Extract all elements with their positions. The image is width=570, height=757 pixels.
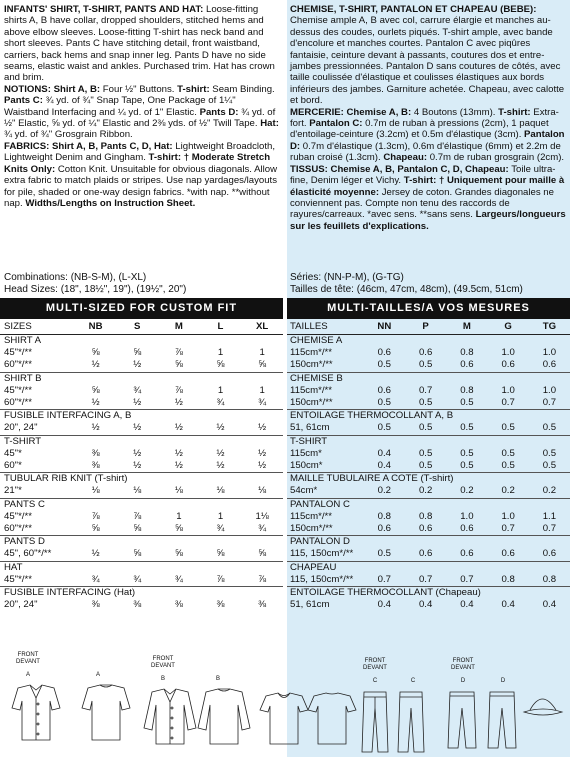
yardage-cell: 1.0 [542,347,557,359]
table-row [0,574,283,587]
yardage-cell: ⅞ [216,573,225,585]
column-header: NB [75,320,117,335]
yardage-cell: 0.2 [501,485,515,497]
shirt-a-front-drawing [12,685,60,740]
yardage-cell: ⅛ [91,485,100,497]
pants-d-back-drawing [488,692,516,748]
yardage-cell: ¾ [133,384,142,396]
table-group-row [0,536,283,549]
table-row [0,485,283,498]
yardage-cell: 0.5 [460,422,474,434]
yardage-cell: 0.4 [542,599,557,611]
french-column [287,0,570,757]
table-group-row [0,372,283,385]
yardage-cell: 0.4 [501,599,515,611]
yardage-cell: ½ [91,397,100,409]
table-row [287,523,570,536]
yardage-cell: 0.6 [377,384,392,396]
yardage-cell: 0.7 [501,397,515,409]
column-header: NN [364,320,405,335]
yardage-cell: ⅞ [91,510,100,522]
hat-drawing [524,699,562,715]
garment-name: SHIRT A [0,335,283,348]
table-group-row [0,335,283,348]
head-sizes-line: Head Sizes: (18", 18½", 19"), (19½", 20") [4,284,187,295]
pants-c-back-drawing [398,692,424,752]
view-letter: B [160,676,165,682]
description-paragraph: CHEMISE, T-SHIRT, PANTALON ET CHAPEAU (BEBE): Chemise ample A, B avec col, carrure élargie et manches au-dessus des coudes, ourlets piqués. T-shirt ample, avec bande d'encolure et manches courtes. Pantalon C avec piqûres fantaisie, ceinture devant à passants, coutures dos et entre-jambes pressionnées. Pantalon D sans coutures de côtés, avec taille coulissée d'élastique et coulisses élastiques aux bords inférieurs des jambes. Garniture achetée. Chapeau, avec calotte et bord. [290,4,565,107]
yardage-cell: ¾ [133,573,142,585]
yardage-cell: 0.6 [418,523,433,535]
yardage-cell: ½ [133,359,142,371]
yardage-cell: 0.5 [418,359,433,371]
section-bar: MULTI-SIZED FOR CUSTOM FIT [0,298,283,319]
yardage-cell: ⅜ [91,460,100,472]
front-label: FRONT DEVANT [451,658,475,671]
fabric-width: 45", 60"*/** [4,548,52,560]
yardage-cell: 1 [217,384,224,396]
fabrics-paragraph: TISSUS: Chemise A, B, Pantalon C, D, Chapeau: Toile ultra-fine, Denim léger et Vichy. T-shirt: † Uniquement pour maille à élasticité moyenne: Jersey de coton. Grandes diagonales ne conviennent pas. Compte non tenu des raccords de rayures/carreaux. *avec sens. **sans sens. Largeurs/longueurs sur les feuillets d'explications. [290,163,566,232]
yardage-cell: 0.5 [542,447,557,459]
yardage-cell: ⅝ [258,548,267,560]
yardage-cell: 0.6 [460,548,474,560]
garment-name: MAILLE TUBULAIRE A COTE (T-shirt) [287,473,570,486]
fabric-width: 115, 150cm*/** [290,573,354,585]
column-header: M [158,320,200,335]
table-row [287,385,570,397]
fabric-width: 45"*/** [4,384,32,396]
garment-name: HAT [0,561,283,574]
yardage-cell: 0.5 [418,460,433,472]
yardage-cell: ⅛ [133,485,142,497]
table-row [287,460,570,473]
yardage-cell: ⅝ [91,384,100,396]
front-label: FRONT DEVANT [151,656,175,669]
combinations-line: Combinations: (NB-S-M), (L-XL) [4,272,147,283]
yardage-cell: ⅜ [174,599,183,611]
fabric-width: 51, 61cm [290,599,330,611]
column-header: P [405,320,446,335]
table-row [287,397,570,410]
fabric-width: 115cm*/** [290,384,332,396]
table-group-row [0,473,283,486]
yardage-cell: 1 [259,347,265,359]
yardage-cell: 0.7 [542,397,557,409]
yardage-cell: ⅝ [133,523,142,535]
table-row [0,523,283,536]
yardage-cell: 0.6 [542,359,557,371]
table-row [0,511,283,523]
yardage-cell: 1 [217,347,224,359]
yardage-cell: ⅞ [258,573,267,585]
yardage-cell: ⅝ [174,548,183,560]
yardage-cell: ½ [216,447,225,459]
yardage-cell: 0.8 [542,573,557,585]
yardage-cell: 0.8 [377,510,392,522]
garment-name: FUSIBLE INTERFACING A, B [0,410,283,423]
table-group-row [0,587,283,600]
yardage-cell: ½ [133,460,142,472]
yardage-cell: 0.5 [501,447,515,459]
garment-name: ENTOILAGE THERMOCOLLANT (Chapeau) [287,587,570,600]
combinations-line: Séries: (NN-P-M), (G-TG) [290,272,404,283]
yardage-cell: ⅛ [174,485,183,497]
garment-illustrations [0,648,570,757]
yardage-cell: 0.6 [418,347,433,359]
yardage-cell: ⅝ [133,347,142,359]
yardage-table [287,320,570,611]
column-header: L [200,320,242,335]
yardage-cell: 0.8 [501,573,515,585]
column-header: G [487,320,528,335]
yardage-cell: 0.7 [542,523,557,535]
yardage-cell: ¾ [216,397,225,409]
fabric-width: 115cm*/** [290,347,332,359]
yardage-cell: ⅝ [174,523,183,535]
yardage-cell: 0.5 [460,447,474,459]
english-description [0,0,283,209]
yardage-cell: ⅜ [258,599,267,611]
yardage-cell: ⅞ [174,347,183,359]
table-row [287,548,570,561]
yardage-cell: ½ [216,422,225,434]
column-header: TAILLES [287,320,364,335]
table-group-row [0,435,283,448]
fabric-width: 115cm* [290,447,322,459]
view-letter: A [95,672,100,678]
table-group-row [287,435,570,448]
garment-name: PANTS D [0,536,283,549]
yardage-cell: 0.2 [377,485,392,497]
yardage-cell: 0.5 [501,460,515,472]
yardage-cell: 0.7 [418,384,433,396]
yardage-cell: ⅛ [216,485,225,497]
table-group-row [287,536,570,549]
fabric-width: 45"*/** [4,573,32,585]
notions-paragraph: NOTIONS: Shirt A, B: Four ½" Buttons. T-shirt: Seam Binding. Pants C: ¾ yd. of ¾" Snap Tape, One Package of 1¼" Waistband Interfacing and ¼ yd. of 1" Elastic. Pants D: ¾ yd. of ½" Elastic, ⅝ yd. of ¼" Elastic and 2⅜ yds. of ½" Twill Tape. Hat: ¾ yd. of ¾" Grosgrain Ribbon. [4,83,279,141]
yardage-cell: 0.5 [501,422,515,434]
yardage-cell: 0.5 [418,422,433,434]
yardage-cell: 0.2 [542,485,557,497]
yardage-cell: 0.7 [418,573,433,585]
fabric-width: 60"* [4,460,22,472]
pants-d-front-drawing [448,692,476,748]
yardage-cell: 0.6 [418,548,433,560]
yardage-cell: ½ [258,447,267,459]
yardage-cell: ¾ [91,573,100,585]
yardage-cell: ⅜ [91,599,100,611]
garment-name: CHAPEAU [287,561,570,574]
view-letter: A [25,672,30,678]
yardage-cell: 1 [176,510,182,522]
table-group-row [287,473,570,486]
size-combinations [0,272,186,296]
table-group-row [0,561,283,574]
front-label: FRONT DEVANT [363,658,387,671]
table-row [0,548,283,561]
yardage-cell: ⅞ [133,510,142,522]
yardage-cell: ⅝ [258,359,267,371]
view-letter: B [215,676,220,682]
garment-name: PANTALON C [287,498,570,511]
yardage-cell: ½ [174,447,183,459]
yardage-cell: 0.6 [460,523,474,535]
garment-name: PANTS C [0,498,283,511]
yardage-cell: 0.5 [377,548,392,560]
table-row [0,397,283,410]
notions-paragraph: MERCERIE: Chemise A, B: 4 Boutons (13mm). T-shirt: Extra-fort. Pantalon C: 0.7m de ruban à pressions (2cm), 1 paquet d'entoilage-ceinture (3.2cm) et 0.5m d'élastique (3cm). Pantalon D: 0.7m d'élastique (1.3cm), 0.6m d'élastique (6mm) et 2.2m de ruban croisé (1.3cm). Chapeau: 0.7m de ruban grosgrain (2cm). [290,106,565,164]
front-label: FRONT DEVANT [16,652,40,665]
fabric-width: 45"*/** [4,347,32,359]
garment-name: T-SHIRT [0,435,283,448]
fabric-width: 150cm* [290,460,323,472]
yardage-cell: 1.0 [460,510,474,522]
yardage-cell: 0.5 [377,397,392,409]
yardage-cell: 1.0 [542,384,557,396]
table-row [287,448,570,460]
yardage-cell: 0.8 [460,347,474,359]
table-header-row [0,320,283,335]
yardage-cell: 0.5 [542,422,557,434]
table-group-row [287,498,570,511]
yardage-cell: 0.8 [418,510,433,522]
shirt-b-front-drawing [144,689,196,744]
garment-drawings-svg [0,648,570,757]
yardage-cell: ½ [133,397,142,409]
fabric-width: 60"*/** [4,523,32,535]
yardage-cell: ¾ [216,523,225,535]
yardage-cell: ½ [174,460,183,472]
fabrics-paragraph: FABRICS: Shirt A, B, Pants C, D, Hat: Lightweight Broadcloth, Lightweight Denim and Gingham. T-shirt: † Moderate Stretch Knits Only: Cotton Knit. Unsuitable for obvious diagonals. Allow extra fabric to match plaids or stripes. Use nap yardages/layouts for pile, shaded or one-way design fabrics. *with nap. **without nap. Widths/Lengths on Instruction Sheet. [4,140,278,209]
head-sizes-line: Tailles de tête: (46cm, 47cm, 48cm), (49.5cm, 51cm) [290,284,523,295]
yardage-cell: 1.0 [501,384,515,396]
fabric-width: 150cm*/** [290,359,333,371]
table-row [0,448,283,460]
yardage-cell: ⅛ [258,485,267,497]
fabric-width: 115, 150cm*/** [290,548,354,560]
column-header: M [446,320,487,335]
yardage-cell: 0.7 [377,573,392,585]
column-header: TG [529,320,570,335]
yardage-cell: 0.2 [460,485,474,497]
garment-name: CHEMISE B [287,372,570,385]
table-row [0,385,283,397]
table-row [0,460,283,473]
yardage-cell: 0.4 [418,599,433,611]
table-row [287,422,570,435]
fabric-width: 150cm*/** [290,397,333,409]
table-group-row [287,587,570,600]
yardage-cell: ½ [258,460,267,472]
yardage-cell: ⅜ [216,599,225,611]
yardage-cell: 0.6 [501,548,515,560]
table-row [287,359,570,372]
fabric-width: 60"*/** [4,397,32,409]
table-group-row [0,410,283,423]
fabric-width: 60"*/** [4,359,32,371]
yardage-cell: 0.5 [542,460,557,472]
yardage-cell: ½ [91,359,100,371]
pants-c-front-drawing [362,692,388,752]
garment-name: T-SHIRT [287,435,570,448]
garment-name: FUSIBLE INTERFACING (Hat) [0,587,283,600]
yardage-cell: ¾ [258,397,267,409]
yardage-table [0,320,283,611]
table-row [287,574,570,587]
yardage-cell: 0.6 [542,548,557,560]
yardage-cell: 1⅛ [255,510,269,522]
yardage-cell: 0.6 [460,359,474,371]
yardage-cell: ⅜ [91,447,100,459]
yardage-cell: 0.4 [377,599,392,611]
yardage-cell: 0.7 [460,573,474,585]
yardage-cell: ⅝ [133,548,142,560]
yardage-cell: 1 [259,384,265,396]
view-letter: C [372,678,378,684]
yardage-cell: 0.4 [377,447,392,459]
yardage-cell: ⅞ [174,384,183,396]
yardage-cell: 0.6 [501,359,515,371]
fabric-width: 45"* [4,447,22,459]
table-group-row [0,498,283,511]
shirt-a-back-drawing [82,685,130,740]
table-group-row [287,372,570,385]
yardage-cell: ½ [216,460,225,472]
column-header: SIZES [0,320,75,335]
yardage-cell: ⅝ [216,359,225,371]
fabric-width: 21"* [4,485,22,497]
yardage-cell: 0.5 [377,359,392,371]
yardage-cell: ½ [174,397,183,409]
yardage-cell: 1.1 [542,510,557,522]
yardage-cell: 0.5 [377,422,392,434]
column-header: XL [241,320,283,335]
fabric-width: 150cm*/** [290,523,333,535]
yardage-cell: ½ [174,422,183,434]
fabric-width: 51, 61cm [290,422,330,434]
table-group-row [287,561,570,574]
description-paragraph: INFANTS' SHIRT, T-SHIRT, PANTS AND HAT: Loose-fitting shirts A, B have collar, dropped shoulders, stitched hems and above elbow sleeves. Loose-fitting T-shirt has neck band and short sleeves. Pants C have stitching detail, front waistband, carriers, back hems and snap inner leg. Pants D have no side seams, elastic waist and ankles. Purchased trim. Hat has crown and brim. [4,4,275,84]
yardage-cell: 1 [217,510,224,522]
t-shirt-front-drawing [260,693,308,744]
yardage-cell: 0.6 [377,523,392,535]
garment-name: PANTALON D [287,536,570,549]
yardage-cell: 0.4 [377,460,392,472]
yardage-cell: 0.7 [501,523,515,535]
garment-name: CHEMISE A [287,335,570,348]
view-letter: D [460,678,466,684]
yardage-cell: ⅝ [174,359,183,371]
english-column [0,0,283,611]
table-row [0,599,283,611]
section-bar: MULTI-TAILLES/A VOS MESURES [287,298,570,319]
yardage-cell: 0.5 [460,397,474,409]
column-header: S [116,320,158,335]
table-row [0,422,283,435]
yardage-cell: ½ [91,548,100,560]
table-row [0,359,283,372]
yardage-cell: ⅝ [91,523,100,535]
table-row [287,599,570,611]
yardage-cell: 0.5 [418,397,433,409]
yardage-cell: ½ [258,422,267,434]
fabric-width: 20", 24" [4,599,38,611]
yardage-cell: ⅝ [91,347,100,359]
fabric-width: 20", 24" [4,422,38,434]
fabric-width: 45"*/** [4,510,32,522]
yardage-cell: ¾ [258,523,267,535]
yardage-cell: 0.4 [460,599,474,611]
size-combinations [287,272,523,296]
yardage-cell: ½ [133,447,142,459]
yardage-cell: 0.2 [418,485,433,497]
yardage-cell: 0.5 [418,447,433,459]
yardage-cell: 1.0 [501,510,515,522]
table-row [287,485,570,498]
table-row [287,511,570,523]
table-group-row [287,410,570,423]
shirt-b-back-drawing [198,689,250,744]
table-group-row [287,335,570,348]
yardage-cell: 0.8 [460,384,474,396]
french-description [287,0,570,232]
view-letter: C [410,678,416,684]
fabric-width: 54cm* [290,485,318,497]
garment-name: TUBULAR RIB KNIT (T-shirt) [0,473,283,486]
t-shirt-back-drawing [308,693,356,744]
table-row [287,347,570,359]
garment-name: SHIRT B [0,372,283,385]
yardage-cell: 1.0 [501,347,515,359]
table-row [0,347,283,359]
yardage-cell: ⅜ [133,599,142,611]
view-letter: D [500,678,506,684]
yardage-cell: ½ [91,422,100,434]
yardage-cell: 0.5 [460,460,474,472]
yardage-cell: ½ [133,422,142,434]
yardage-cell: 0.6 [377,347,392,359]
fabric-width: 115cm*/** [290,510,332,522]
yardage-cell: ¾ [174,573,183,585]
yardage-cell: ⅝ [216,548,225,560]
garment-name: ENTOILAGE THERMOCOLLANT A, B [287,410,570,423]
table-header-row [287,320,570,335]
